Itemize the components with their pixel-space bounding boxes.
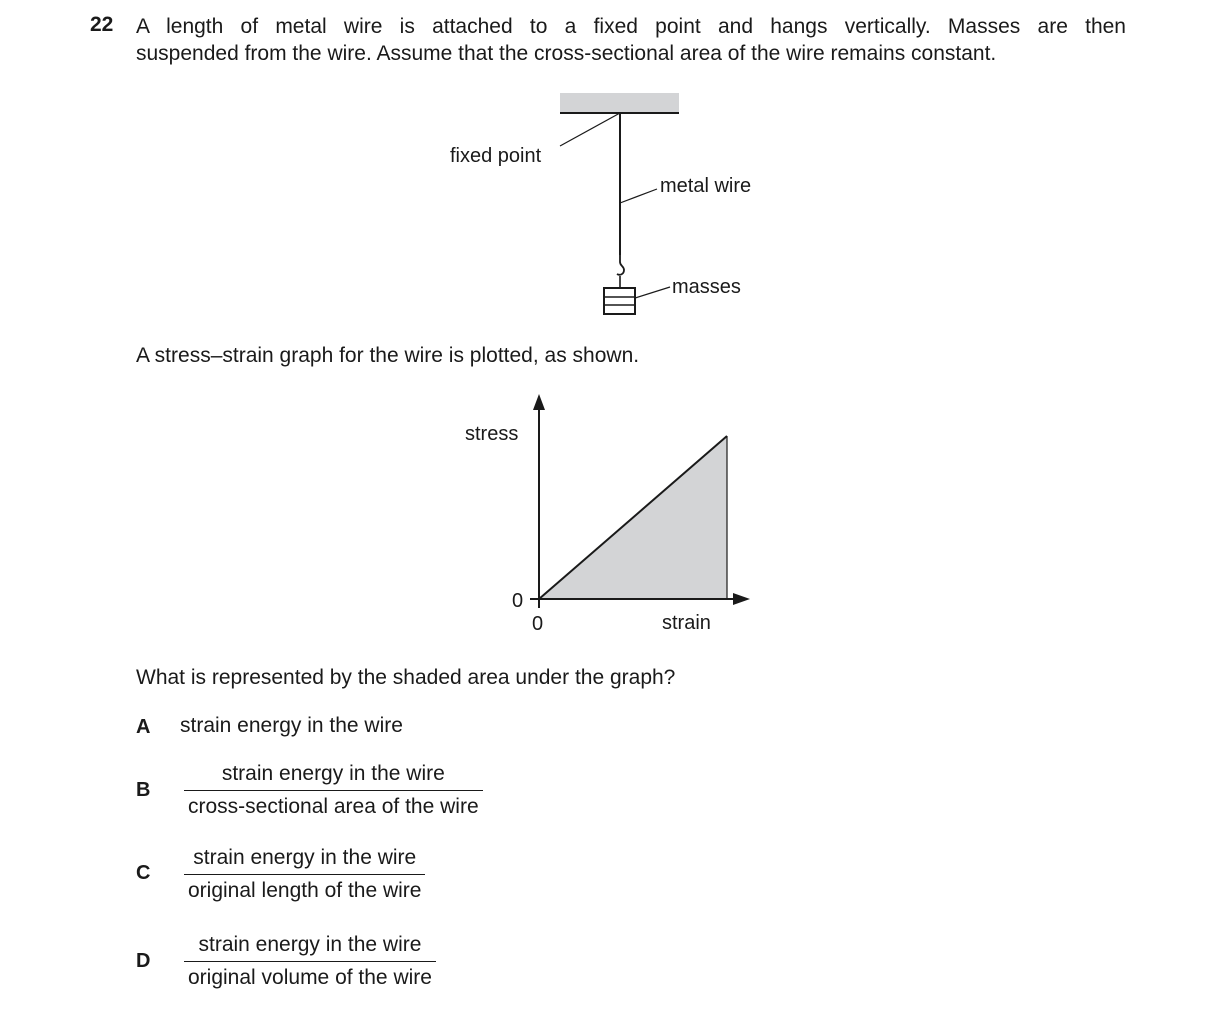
option-c-denominator: original length of the wire — [188, 879, 422, 902]
question-prompt: What is represented by the shaded area under the graph? — [136, 666, 676, 689]
y-axis-arrow-icon — [533, 394, 545, 410]
graph-intro-text: A stress–strain graph for the wire is plotted, as shown. — [136, 344, 640, 367]
metal-wire-leader — [620, 189, 657, 203]
fixed-point-leader — [560, 113, 620, 146]
question-stem-line-1: A length of metal wire is attached to a fixed point and hangs vertically. Masses are then — [136, 15, 1126, 38]
option-c-numerator: strain energy in the wire — [184, 846, 425, 875]
option-b-letter: B — [136, 779, 151, 801]
masses-leader — [635, 287, 670, 298]
x-axis-label: strain — [662, 612, 711, 634]
question-stem-line-2: suspended from the wire. Assume that the cross-sectional area of the wire remains constant. — [136, 42, 997, 65]
y-origin-tick-label: 0 — [512, 590, 524, 612]
option-b-fraction — [184, 762, 483, 819]
fixed-point-label: fixed point — [450, 145, 542, 167]
option-b-denominator: cross-sectional area of the wire — [188, 795, 479, 818]
option-d-fraction — [184, 933, 436, 990]
option-d-denominator: original volume of the wire — [188, 966, 432, 989]
option-a-letter: A — [136, 716, 151, 738]
option-c-letter: C — [136, 862, 151, 884]
option-d-numerator: strain energy in the wire — [184, 933, 436, 962]
y-axis-label: stress — [465, 423, 519, 445]
option-d-letter: D — [136, 950, 151, 972]
x-axis-arrow-icon — [733, 593, 750, 605]
ceiling-support — [560, 93, 679, 113]
option-c-fraction — [184, 846, 425, 903]
option-a-text: strain energy in the wire — [180, 714, 403, 737]
option-b-numerator: strain energy in the wire — [184, 762, 483, 791]
stress-strain-graph — [465, 394, 750, 635]
masses-label: masses — [672, 276, 741, 298]
metal-wire-label: metal wire — [660, 175, 752, 197]
hook-icon — [617, 255, 624, 275]
masses-icon — [604, 288, 635, 314]
question-number: 22 — [90, 13, 114, 36]
x-origin-tick-label: 0 — [532, 613, 544, 635]
